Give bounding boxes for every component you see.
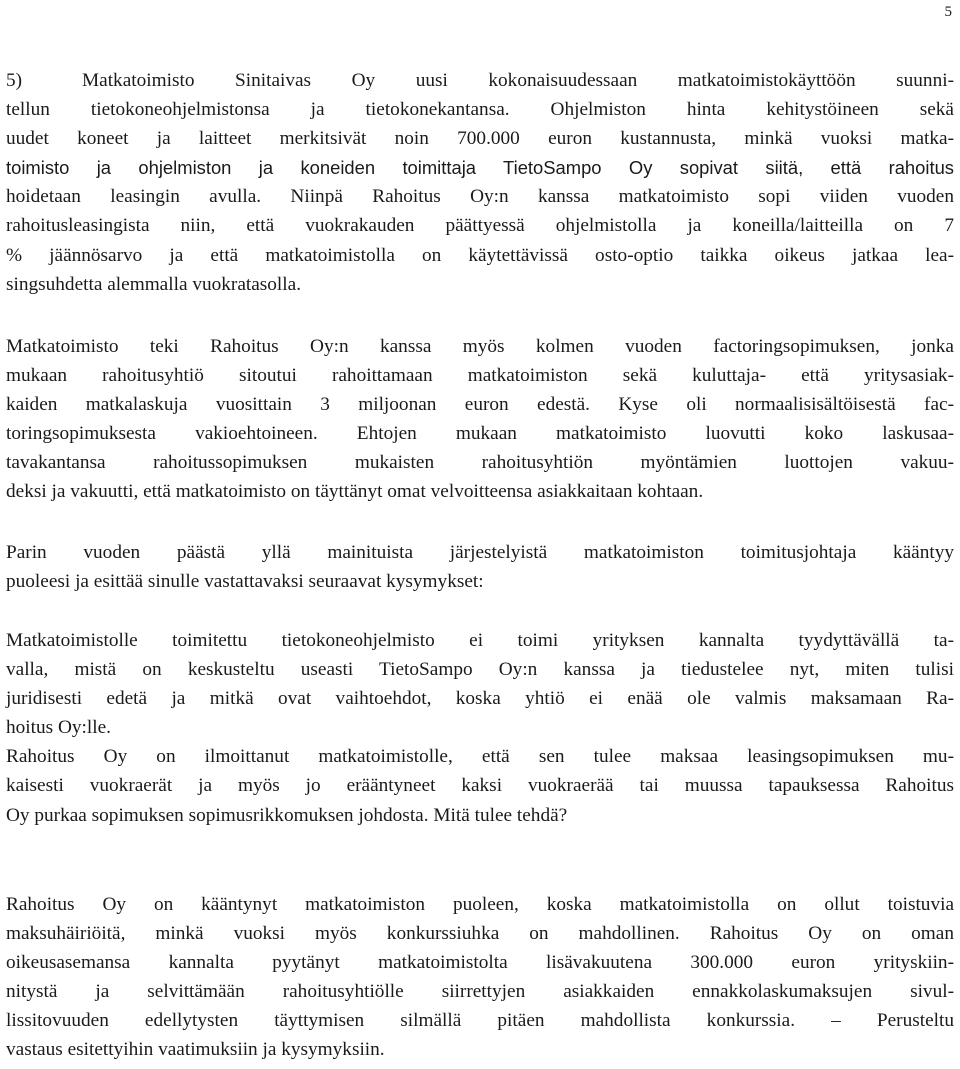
paragraph-line: Parin vuoden päästä yllä mainituista järjestelyistä matkatoimiston toimitusjohtaja kääntyy <box>6 542 954 563</box>
paragraph-line: puoleesi ja esittää sinulle vastattavaksi seuraavat kysymykset: <box>6 571 484 593</box>
paragraph-line: Matkatoimistolle toimitettu tietokoneohjelmisto ei toimi yrityksen kannalta tyydyttävällä ta- <box>6 630 954 651</box>
page-number: 5 <box>944 4 952 20</box>
factoring-paragraph <box>6 332 954 507</box>
paragraph-line: valla, mistä on keskusteltu useasti TietoSampo Oy:n kanssa ja tiedustelee nyt, miten tulisi <box>6 659 954 681</box>
paragraph-line: kaiden matkalaskuja vuosittain 3 miljoonan euron edestä. Kyse oli normaalisisältöisestä fac- <box>6 394 954 416</box>
paragraph-line: vastaus esitettyihin vaatimuksiin ja kysymyksiin. <box>6 1039 385 1061</box>
paragraph-line: nitystä ja selvittämään rahoitusyhtiölle siirrettyjen asiakkaiden ennakkolaskumaksujen sivul- <box>6 981 954 1003</box>
paragraph-line: singsuhdetta alemmalla vuokratasolla. <box>6 273 302 295</box>
paragraph-line: maksuhäiriöitä, minkä vuoksi myös konkurssiuhka on mahdollinen. Rahoitus Oy on oman <box>6 923 954 945</box>
paragraph-line: deksi ja vakuutti, että matkatoimisto on täyttänyt omat velvoitteensa asiakkaitaan kohtaan. <box>6 481 704 503</box>
paragraph-line: oikeusasemansa kannalta pyytänyt matkatoimistolta lisävakuutena 300.000 euron yrityskiin- <box>6 952 954 974</box>
paragraph-line: juridisesti edetä ja mitkä ovat vaihtoehdot, koska yhtiö ei enää ole valmis maksamaan Ra- <box>6 688 954 710</box>
paragraph-line: uudet koneet ja laitteet merkitsivät noin 700.000 euron kustannusta, minkä vuoksi matka- <box>6 128 954 150</box>
bankruptcy-paragraph <box>6 890 954 1065</box>
paragraph-line: kaisesti vuokraerät ja myös jo erääntyneet kaksi vuokraerää tai muussa tapauksessa Rahoitus <box>6 775 954 797</box>
intro-questions-paragraph <box>6 538 954 596</box>
question-number: 5) <box>6 70 23 91</box>
question-5-paragraph <box>6 66 954 299</box>
paragraph-line: Oy purkaa sopimuksen sopimusrikkomuksen johdosta. Mitä tulee tehdä? <box>6 804 568 826</box>
paragraph-line: lissitovuuden edellytysten täyttymisen silmällä pitäen mahdollista konkurssia. – Perusteltu <box>6 1010 954 1032</box>
paragraph-line: Rahoitus Oy on ilmoittanut matkatoimistolle, että sen tulee maksaa leasingsopimuksen mu- <box>6 746 954 768</box>
paragraph-line: Rahoitus Oy on kääntynyt matkatoimiston puoleen, koska matkatoimistolla on ollut toistuvia <box>6 894 954 915</box>
paragraph-line: tellun tietokoneohjelmistonsa ja tietokonekantansa. Ohjelmiston hinta kehitystöineen sekä <box>6 99 954 121</box>
paragraph-line: % jäännösarvo ja että matkatoimistolla on käytettävissä osto-optio taikka oikeus jatkaa lea- <box>6 244 954 266</box>
paragraph-line: tavakantansa rahoitussopimuksen mukaisten rahoitusyhtiön myöntämien luottojen vakuu- <box>6 452 954 474</box>
paragraph-line: hoidetaan leasingin avulla. Niinpä Rahoitus Oy:n kanssa matkatoimisto sopi viiden vuoden <box>6 186 954 208</box>
paragraph-line: rahoitusleasingista niin, että vuokrakauden päättyessä ohjelmistolla ja koneilla/laitteilla on 7 <box>6 215 954 237</box>
paragraph-line: toringsopimuksesta vakioehtoineen. Ehtojen mukaan matkatoimisto luovutti koko laskusaa- <box>6 423 954 445</box>
paragraph-line: hoitus Oy:lle. <box>6 717 111 739</box>
paragraph-line: 5) Matkatoimisto Sinitaivas Oy uusi kokonaisuudessaan matkatoimistokäyttöön suunni- <box>6 66 954 95</box>
paragraph-line: Matkatoimisto teki Rahoitus Oy:n kanssa myös kolmen vuoden factoringsopimuksen, jonka <box>6 336 954 357</box>
paragraph-line: mukaan rahoitusyhtiö sitoutui rahoittamaan matkatoimiston sekä kuluttaja- että yritysasiak- <box>6 365 954 387</box>
questions-paragraph <box>6 626 954 830</box>
paragraph-line: toimisto ja ohjelmiston ja koneiden toimittaja TietoSampo Oy sopivat siitä, että rahoitus <box>6 157 954 179</box>
